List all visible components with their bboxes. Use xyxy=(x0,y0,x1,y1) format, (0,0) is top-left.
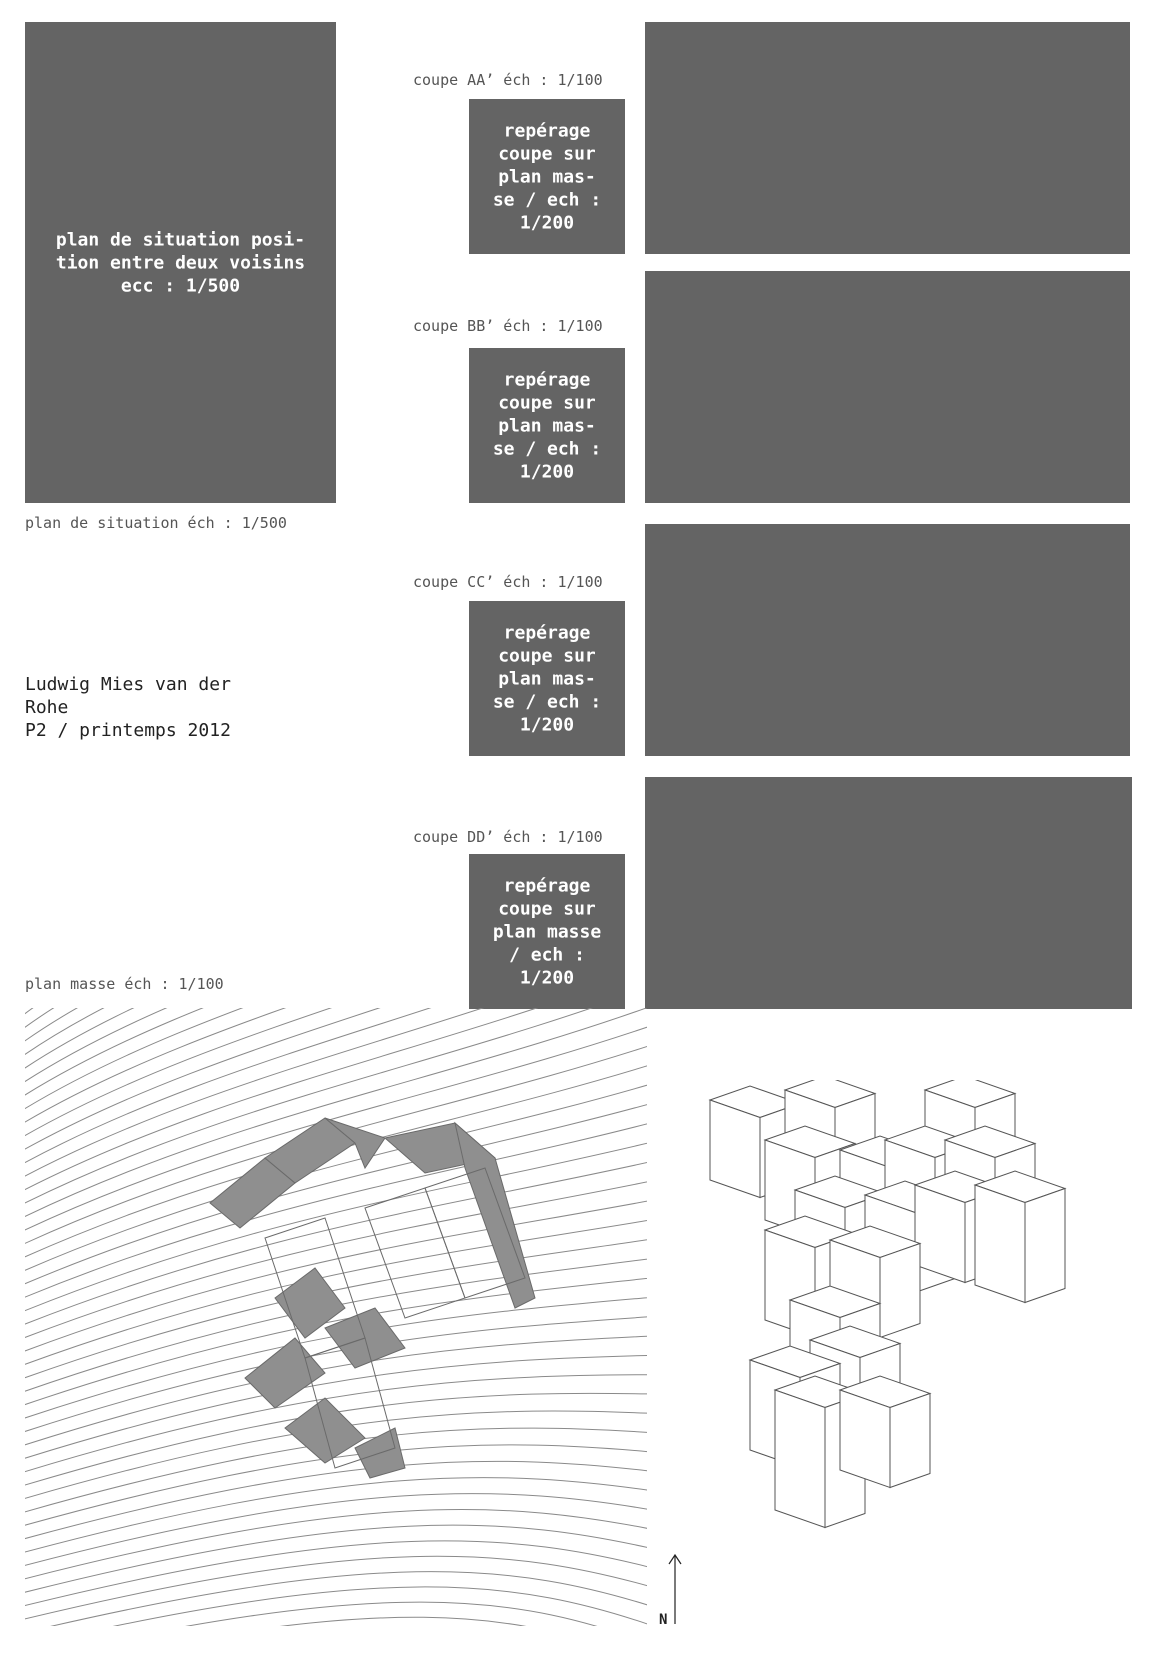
axo-cube-face xyxy=(710,1100,760,1198)
title-line-architect: Ludwig Mies van der xyxy=(25,674,231,695)
building-prism-face xyxy=(245,1338,325,1408)
contour-line xyxy=(25,1008,647,1221)
section-cc-caption: coupe CC’ éch : 1/100 xyxy=(413,573,603,591)
title-line-architect-cont: Rohe xyxy=(25,697,69,718)
section-dd-caption: coupe DD’ éch : 1/100 xyxy=(413,828,603,846)
axo-cube-face xyxy=(1025,1189,1065,1303)
plan-masse-caption: plan masse éch : 1/100 xyxy=(25,975,224,993)
section-cc-reperage-label: repérage coupe sur plan mas- se / ech : 1/200 xyxy=(492,622,602,735)
situation-plan-caption: plan de situation éch : 1/500 xyxy=(25,514,287,532)
section-aa-caption: coupe AA’ éch : 1/100 xyxy=(413,71,603,89)
contour-line xyxy=(25,1587,647,1626)
contour-line xyxy=(25,1008,647,1021)
axo-cube-face xyxy=(975,1185,1025,1303)
contour-line xyxy=(25,1178,647,1341)
contour-line xyxy=(25,1478,647,1555)
plan-masse-drawing xyxy=(25,1008,647,1626)
axo-cube-face xyxy=(880,1244,920,1338)
contour-line xyxy=(25,1008,647,1195)
axo-cube-face xyxy=(840,1390,890,1488)
section-dd-reperage xyxy=(469,854,625,1009)
contour-line xyxy=(25,1461,647,1541)
building-prism-face xyxy=(455,1123,535,1308)
axo-cube-face xyxy=(775,1390,825,1528)
contour-line xyxy=(25,1617,647,1626)
contour-line xyxy=(25,1008,647,1035)
section-bb-drawing-placeholder xyxy=(645,271,1130,503)
section-aa-drawing-placeholder xyxy=(645,22,1130,254)
section-bb-reperage xyxy=(469,348,625,503)
contour-line xyxy=(25,1008,647,1075)
axo-cube-face xyxy=(890,1394,930,1488)
section-aa-reperage-label: repérage coupe sur plan mas- se / ech : 1/200 xyxy=(492,120,602,233)
section-bb-caption: coupe BB’ éch : 1/100 xyxy=(413,317,603,335)
contour-line xyxy=(25,1218,647,1369)
title-line-semester: P2 / printemps 2012 xyxy=(25,720,231,741)
project-title xyxy=(25,673,231,742)
contour-line xyxy=(25,1602,647,1626)
contour-line xyxy=(25,1080,647,1275)
situation-plan-label: plan de situation posi- tion entre deux voisins ecc : 1/500 xyxy=(55,229,306,296)
section-cc-reperage xyxy=(469,601,625,756)
contour-line xyxy=(25,1008,647,1061)
contour-line xyxy=(25,1008,647,1048)
axo-cube-face xyxy=(915,1185,965,1283)
axonometric-volumes-drawing xyxy=(700,1080,1120,1580)
section-cc-drawing-placeholder xyxy=(645,524,1130,756)
section-dd-reperage-label: repérage coupe sur plan masse / ech : 1/200 xyxy=(492,875,602,988)
contour-line xyxy=(25,1008,647,1115)
section-aa-reperage xyxy=(469,99,625,254)
north-label: N xyxy=(659,1612,668,1628)
section-bb-reperage-label: repérage coupe sur plan mas- se / ech : 1/200 xyxy=(492,369,602,482)
section-dd-drawing-placeholder xyxy=(645,777,1132,1009)
situation-plan-placeholder xyxy=(25,22,336,503)
